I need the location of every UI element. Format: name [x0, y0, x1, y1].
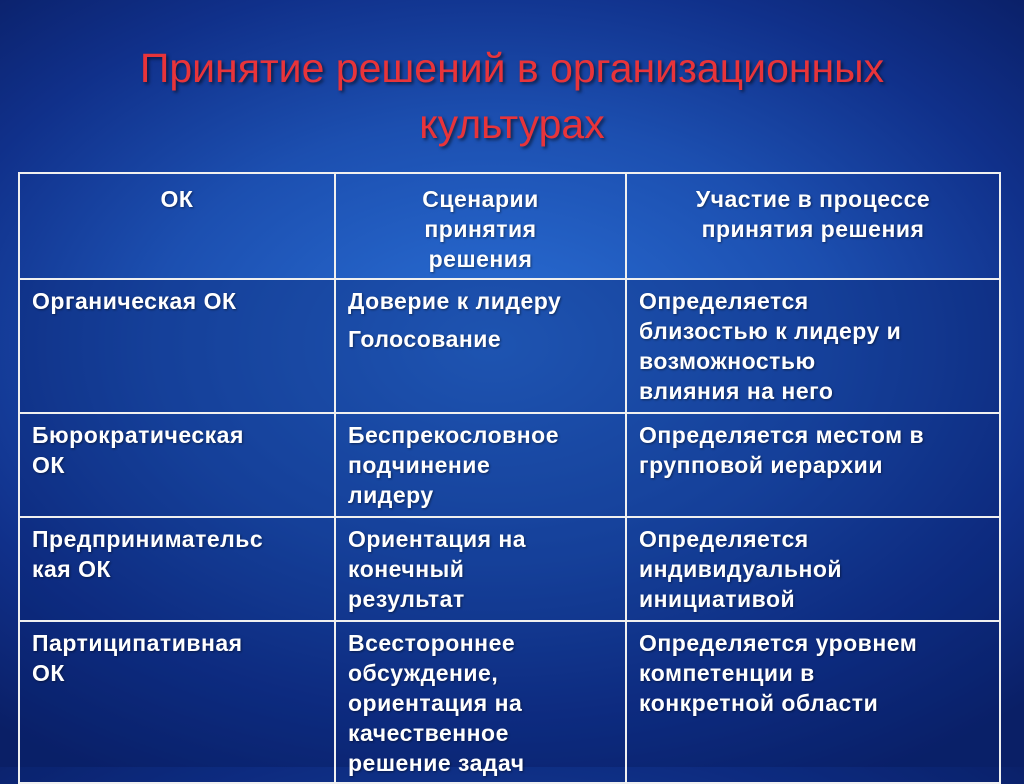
table-row: [19, 413, 1000, 517]
header-scenarios: [335, 173, 626, 279]
cell-text: лидеру: [348, 482, 434, 508]
header-text: принятия: [424, 216, 537, 242]
cell-ok: [19, 517, 335, 621]
cell-scenario: [335, 517, 626, 621]
cell-text: Предпринимательс: [32, 526, 264, 552]
slide-title: [0, 40, 1024, 152]
cell-text: компетенции в: [639, 660, 815, 686]
header-ok: [19, 173, 335, 279]
cell-text: индивидуальной: [639, 556, 843, 582]
cell-text: кая ОК: [32, 556, 112, 582]
cell-text: инициативой: [639, 586, 796, 612]
cell-text: ОК: [32, 452, 65, 478]
decision-making-table: [18, 172, 1001, 784]
header-text: принятия решения: [701, 216, 925, 242]
cell-text: Беспрекословное: [348, 422, 560, 448]
cell-scenario: [335, 279, 626, 413]
table-row: [19, 517, 1000, 621]
cell-text: Определяется местом в: [639, 422, 925, 448]
cell-scenario: [335, 413, 626, 517]
header-participation: [626, 173, 1000, 279]
cell-text: Органическая ОК: [32, 288, 237, 314]
cell-text: групповой иерархии: [639, 452, 883, 478]
header-text: ОК: [160, 186, 194, 212]
cell-participation: [626, 279, 1000, 413]
cell-text: Голосование: [348, 326, 502, 352]
header-text: Сценарии: [422, 186, 539, 212]
cell-text: результат: [348, 586, 465, 612]
cell-text: влияния на него: [639, 378, 834, 404]
cell-text: Партиципативная: [32, 630, 243, 656]
header-text: решения: [428, 246, 533, 272]
table-row: [19, 279, 1000, 413]
cell-text: Определяется: [639, 288, 809, 314]
cell-text: возможностью: [639, 348, 816, 374]
cell-text: конкретной области: [639, 690, 879, 716]
cell-text: Определяется: [639, 526, 809, 552]
cell-text: подчинение: [348, 452, 491, 478]
cell-ok: [19, 413, 335, 517]
table-header-row: [19, 173, 1000, 279]
cell-text: конечный: [348, 556, 465, 582]
cell-participation: [626, 517, 1000, 621]
cell-participation: [626, 413, 1000, 517]
cell-text: ОК: [32, 660, 65, 686]
slide-title-line-1: Принятие решений в организационных: [139, 45, 885, 91]
cell-scenario: [335, 621, 626, 783]
cell-participation: [626, 621, 1000, 783]
cell-text: качественное: [348, 720, 509, 746]
table-row: [19, 621, 1000, 783]
cell-text: обсуждение,: [348, 660, 499, 686]
slide-title-line-2: культурах: [419, 101, 605, 147]
cell-text: Бюрократическая: [32, 422, 244, 448]
cell-text: решение задач: [348, 750, 525, 776]
cell-text: Ориентация на: [348, 526, 527, 552]
cell-ok: [19, 621, 335, 783]
cell-ok: [19, 279, 335, 413]
header-text: Участие в процессе: [695, 186, 931, 212]
cell-text: Всестороннее: [348, 630, 516, 656]
cell-text: близостью к лидеру и: [639, 318, 902, 344]
cell-text: Доверие к лидеру: [348, 288, 562, 314]
cell-text: Определяется уровнем: [639, 630, 918, 656]
cell-text: ориентация на: [348, 690, 523, 716]
